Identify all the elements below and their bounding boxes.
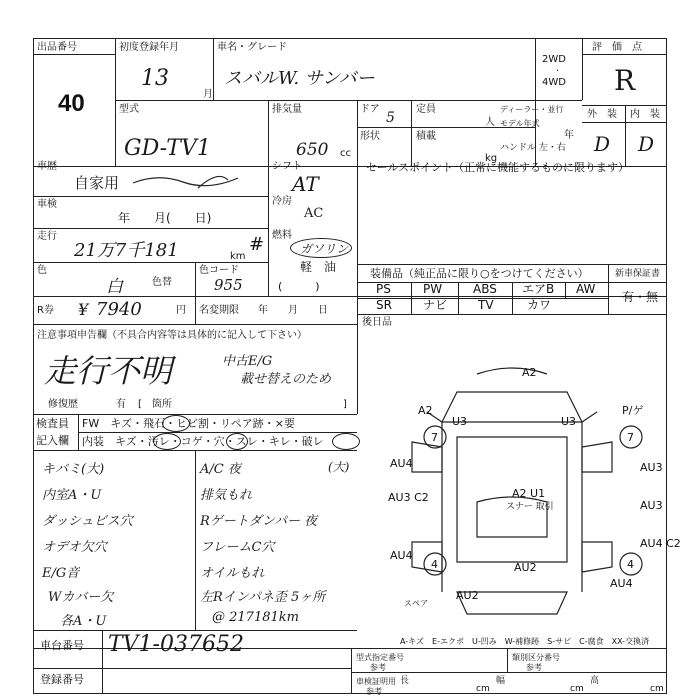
name-change-label: 名変期限: [199, 305, 239, 316]
fuel-option: 軽 油: [300, 260, 337, 274]
item-right-3: Rゲートダンパー 夜: [200, 514, 318, 529]
notes-label: 注意事項申告欄（不具合内容等は具体的に記入して下さい）: [37, 330, 307, 341]
equip-sr[interactable]: SR: [376, 298, 392, 312]
diag-u3-left: U3: [452, 415, 468, 428]
diag-7-left: 7: [431, 431, 438, 444]
lot-number: 40: [58, 90, 85, 117]
km-unit: km: [230, 251, 246, 262]
door-label: ドア: [360, 104, 380, 115]
diag-u3-right: U3: [561, 415, 577, 428]
lot-label: 出品番号: [37, 42, 77, 53]
type-spec-label: 型式指定番号: [356, 653, 404, 662]
aircon-value: AC: [304, 206, 324, 221]
drive-4wd: 4WD: [542, 77, 566, 88]
diag-a2-left: A2: [418, 404, 433, 417]
circle-hole: [226, 433, 248, 450]
type-value: GD-TV1: [124, 136, 211, 161]
diag-au4c2-right: AU4 C2: [640, 537, 681, 550]
fuel-value: ガソリン: [300, 242, 349, 256]
type-label: 型式: [119, 104, 139, 115]
chassis-label: 車台番号: [40, 639, 84, 652]
person-unit: 人: [485, 117, 495, 128]
diag-spare: スペア: [404, 599, 428, 608]
recycle-value: 7940: [96, 299, 142, 320]
model-year-label: モデル年式: [500, 119, 540, 128]
notes-main: 走行不明: [44, 352, 173, 390]
inspection-label: 車検: [37, 199, 57, 210]
chassis-value: TV1-037652: [108, 632, 244, 657]
inspection-ymd: 年 月( 日): [118, 211, 212, 225]
equip-leather[interactable]: カワ: [527, 298, 552, 312]
item-left-2: 内室A・U: [42, 488, 102, 503]
color-value: 白: [106, 277, 123, 297]
diag-pgate: P/ゲ: [622, 404, 644, 417]
item-left-3: ダッシュビス穴: [42, 514, 133, 529]
kg-unit: kg: [485, 153, 498, 164]
item-right-1: A/C 夜: [200, 462, 241, 477]
item-right-6: 左Rインパネ歪 5ヶ所: [200, 590, 326, 605]
repair-label: 修復歴: [48, 399, 78, 410]
item-right-5: オイルもれ: [200, 566, 265, 581]
dealer-label: ディーラー・並行: [500, 105, 564, 114]
item-right-2: 排気もれ: [200, 488, 253, 503]
inspector-label: 検査員: [36, 417, 69, 430]
grade-label: 評 価 点: [592, 42, 642, 53]
capacity-label: 定員: [416, 104, 436, 115]
month-unit: 月: [203, 89, 213, 100]
diag-7-right: 7: [627, 431, 634, 444]
width-unit: cm: [570, 684, 584, 694]
history-label: 車歴: [37, 161, 57, 172]
item-left-7: 各A・U: [60, 614, 107, 629]
grade-value: R: [614, 64, 636, 97]
item-left-6: Wカバー欠: [48, 590, 114, 605]
class-label: 類別区分番号: [512, 653, 560, 662]
item-right-big: (大): [328, 460, 350, 474]
mileage-label: 走行: [37, 231, 57, 242]
handle-label: ハンドル 左・右: [500, 143, 566, 153]
first-reg-label: 初度登録年月: [119, 42, 179, 53]
diag-4-right: 4: [627, 558, 634, 571]
repair-value: 有: [116, 399, 126, 410]
note-field-label: 記入欄: [36, 434, 69, 447]
drive-2wd: 2WD: [542, 54, 566, 65]
load-label: 積載: [416, 131, 436, 142]
yen-unit: 円: [176, 305, 186, 316]
door-value: 5: [386, 110, 395, 126]
diag-au4-rear: AU4: [610, 577, 633, 590]
repair-place: [ 箇所: [138, 399, 172, 410]
fuel-paren: ( ): [278, 280, 320, 293]
model-name-label: 車名・グレード: [217, 42, 287, 53]
fuel-label: 燃料: [272, 230, 292, 241]
drive-dot: ·: [556, 66, 560, 77]
circle-stain: [153, 433, 181, 450]
cc-unit: cc: [340, 148, 351, 159]
class-ref: 参考: [526, 663, 542, 672]
type-spec-ref: 参考: [370, 663, 386, 672]
color-label: 色: [37, 265, 47, 276]
inspection-row-1: FW キズ・飛石・ヒビ割・リペア跡・×要: [82, 417, 295, 430]
warranty-label: 新車保証書: [615, 269, 661, 279]
circle-tear: [332, 433, 360, 450]
height-unit: cm: [650, 684, 664, 694]
diag-au3-right-2: AU3: [640, 499, 663, 512]
color-code-label: 色コード: [199, 265, 239, 276]
width-label: 幅: [496, 676, 506, 686]
sharp-mark: #: [249, 234, 265, 255]
diag-a2-top: A2: [522, 366, 537, 379]
notes-sub-2: 載せ替えのため: [240, 372, 332, 387]
equip-navi[interactable]: ナビ: [423, 298, 448, 312]
equip-abs[interactable]: ABS: [473, 282, 497, 296]
exterior-grade: D: [594, 132, 611, 156]
name-change-ymd: 年 月 日: [258, 305, 328, 316]
equip-ps[interactable]: PS: [376, 282, 391, 296]
item-left-4: オデオ欠穴: [42, 540, 107, 555]
exterior-label: 外 装: [587, 109, 617, 120]
diag-au4-left-2: AU4: [390, 549, 413, 562]
interior-label: 内 装: [630, 109, 660, 120]
equip-label: 装備品（純正品に限り○をつけてください）: [370, 267, 589, 280]
history-scribble: [128, 168, 258, 198]
yen-mark: ¥: [78, 300, 89, 319]
year-unit: 年: [564, 130, 574, 141]
diag-au4-left: AU4: [390, 457, 413, 470]
displacement-label: 排気量: [272, 104, 302, 115]
item-right-4: フレームC穴: [200, 540, 275, 555]
diag-sunroof: スナー 取引: [506, 502, 554, 512]
notes-sub-1: 中古E/G: [222, 354, 273, 369]
diag-au3c2-left: AU3 C2: [388, 491, 429, 504]
first-reg-year: 13: [141, 66, 169, 91]
diag-au3-right: AU3: [640, 461, 663, 474]
sales-point-label: セールスポイント（正常に機能するものに限ります）: [366, 161, 630, 174]
length-label: 長: [400, 676, 410, 686]
item-left-1: キバミ(大): [42, 462, 105, 477]
shift-value: AT: [292, 172, 319, 196]
verify-ref: 参考: [366, 687, 382, 696]
repair-bracket: ]: [343, 399, 347, 410]
equip-tv[interactable]: TV: [478, 298, 494, 312]
diag-a2u1: A2 U1: [512, 487, 546, 500]
item-right-7: @ 217181km: [212, 610, 299, 625]
warranty-value: 有・無: [622, 290, 659, 304]
item-left-5: E/G音: [42, 566, 80, 581]
displacement-value: 650: [296, 140, 329, 160]
diagram-legend: A-キズ E-エクボ U-凹み W-補修跡 S-サビ C-腐食 XX-交換済: [400, 637, 650, 646]
recycle-label: R券: [37, 305, 54, 316]
height-label: 高: [590, 676, 600, 686]
color-change-label: 色替: [152, 277, 172, 288]
inspection-row-2: 内装 キズ・汚レ・コゲ・穴・スレ・キレ・破レ: [82, 435, 324, 448]
diag-au2: AU2: [514, 561, 537, 574]
shape-label: 形状: [360, 131, 380, 142]
shift-label: シフト: [272, 161, 302, 172]
length-unit: cm: [476, 684, 490, 694]
reg-label: 登録番号: [40, 673, 84, 686]
equip-pw[interactable]: PW: [423, 282, 443, 296]
verify-label: 車検証明用: [356, 677, 396, 686]
rear-seat-label: 後日品: [362, 317, 392, 328]
circle-chip: [162, 415, 190, 432]
mileage-value: 21万7千181: [74, 240, 179, 261]
aircon-label: 冷房: [272, 196, 292, 207]
fuel-circle: [290, 238, 352, 258]
color-code-value: 955: [214, 276, 243, 294]
model-name: スバルW. サンバー: [224, 68, 375, 89]
interior-grade: D: [638, 132, 655, 156]
diag-au2-rear: AU2: [456, 589, 479, 602]
diag-4-left: 4: [431, 558, 438, 571]
equip-aw[interactable]: AW: [576, 282, 596, 296]
history-value: 自家用: [74, 174, 120, 192]
equip-airbag[interactable]: エアB: [522, 282, 555, 296]
